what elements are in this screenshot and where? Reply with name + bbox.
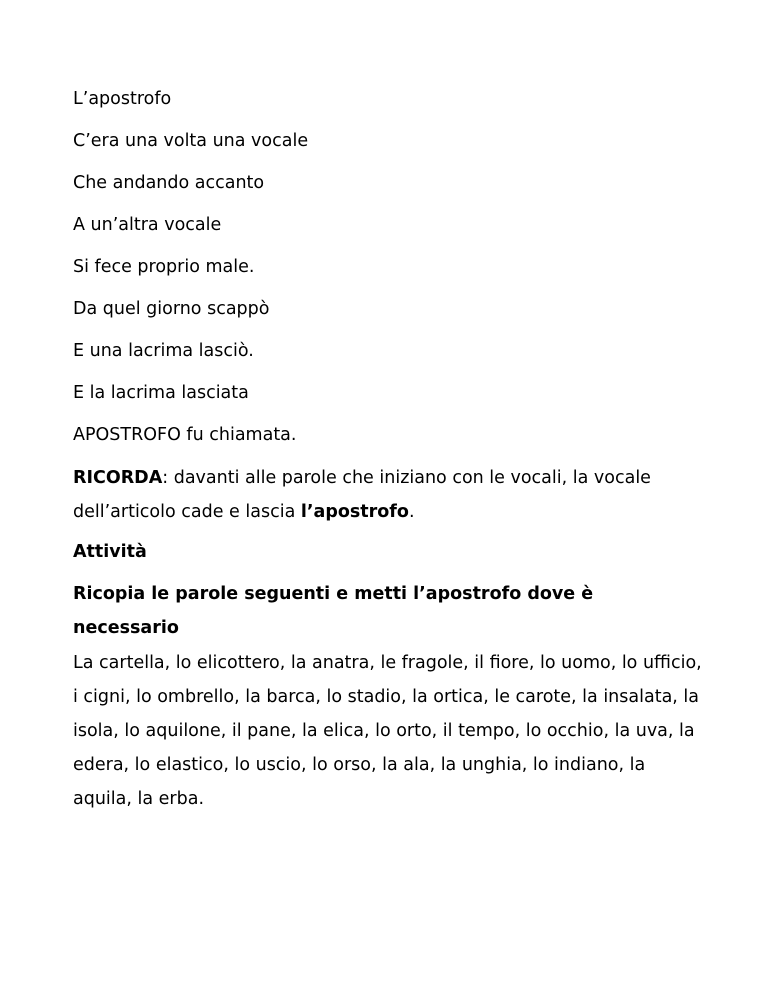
poem-line: Che andando accanto: [73, 173, 265, 193]
activity-words: La cartella, lo elicottero, la anatra, le fragole, il fiore, lo uomo, lo ufficio, i cigni, lo ombrello, la barca, lo stadio, la ortica, le carote, la insalata, la isola, lo aquilone, il pane, la elica, lo orto, il tempo, lo occhio, la uva, la edera, lo elastico, lo uscio, lo orso, la ala, la unghia, lo indiano, la aquila, la erba.: [73, 653, 702, 809]
activity-heading: Attività: [73, 542, 147, 562]
poem-line: C’era una volta una vocale: [73, 131, 309, 151]
poem-title: L’apostrofo: [73, 89, 172, 109]
rule-text-end: .: [408, 502, 415, 522]
activity-instruction: Ricopia le parole seguenti e metti l’apostrofo dove è necessario: [73, 584, 594, 638]
poem-line: APOSTROFO fu chiamata.: [73, 425, 297, 445]
poem-line: Da quel giorno scappò: [73, 299, 270, 319]
rule-text: : davanti alle parole che iniziano con le vocali, la vocale dell’articolo cade e lascia: [73, 468, 651, 522]
rule-paragraph: [73, 461, 703, 529]
poem-line: Si fece proprio male.: [73, 257, 255, 277]
poem-line: A un’altra vocale: [73, 215, 222, 235]
poem-line: E una lacrima lasciò.: [73, 341, 254, 361]
rule-label: RICORDA: [73, 468, 163, 488]
poem-line: E la lacrima lasciata: [73, 383, 249, 403]
rule-emphasis: l’apostrofo: [300, 502, 409, 522]
